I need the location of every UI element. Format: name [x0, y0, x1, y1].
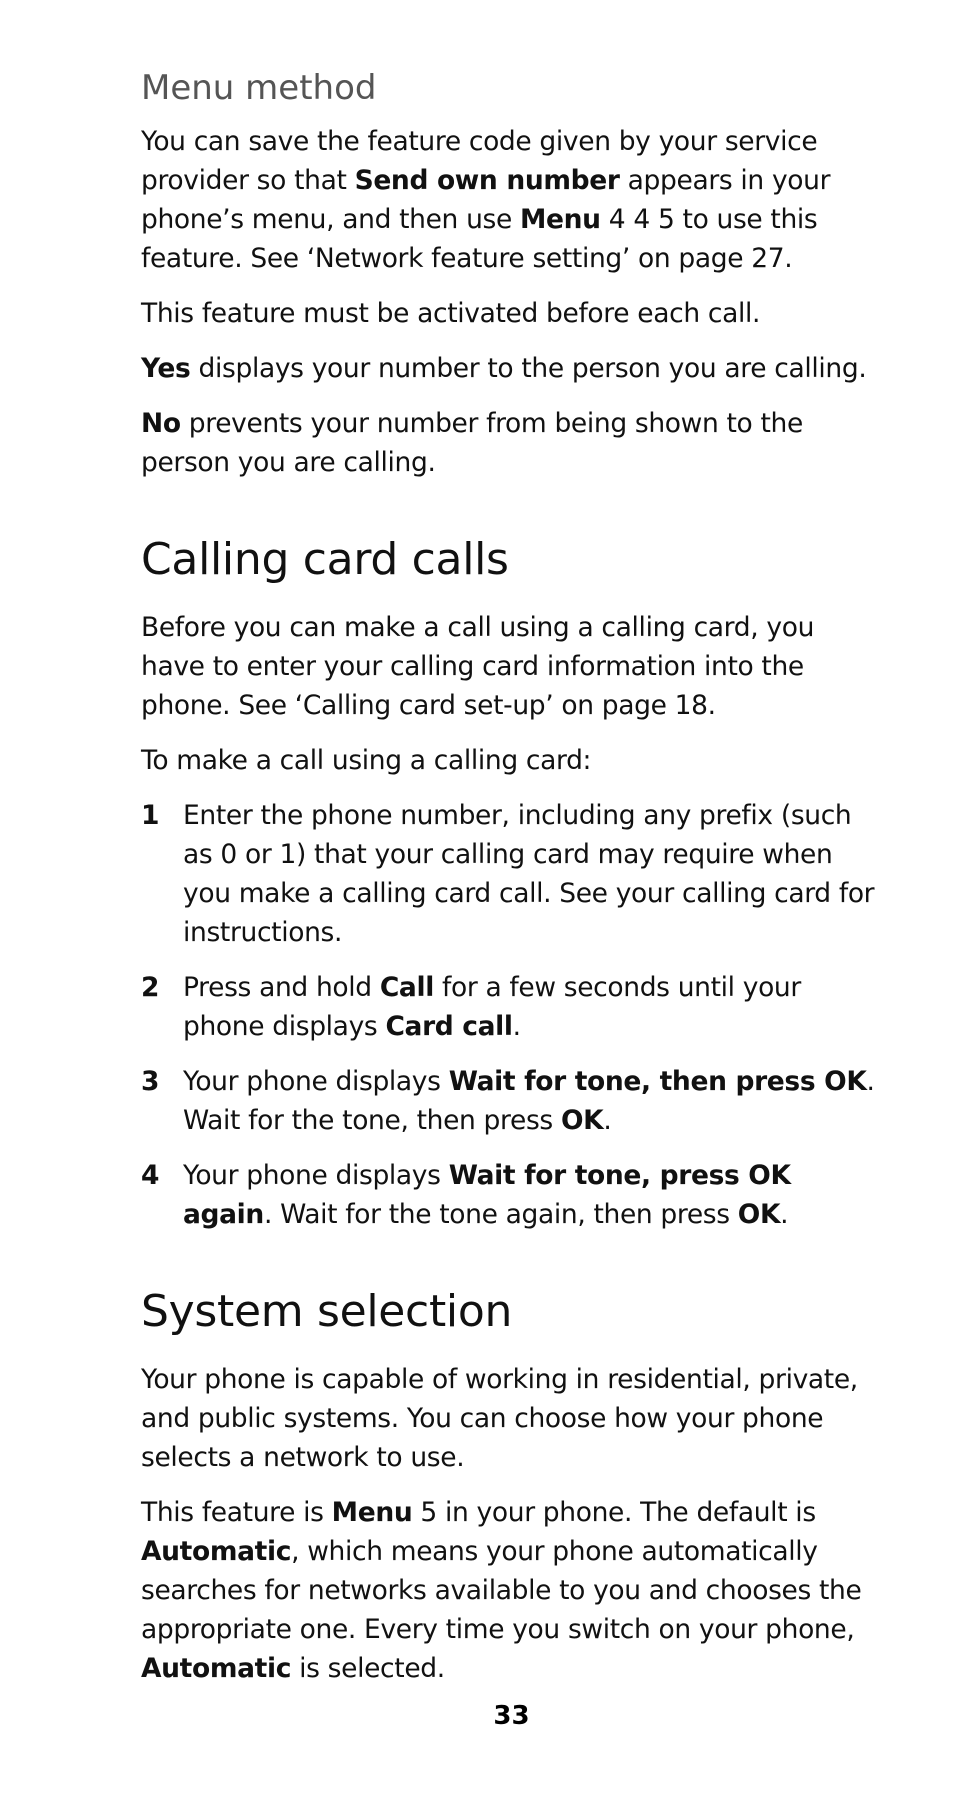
text-span: . Wait for the tone, then press: [183, 1066, 875, 1136]
menu-label: Menu: [331, 1497, 413, 1528]
wait-for-tone-again-label: Wait for tone, press OK again: [183, 1160, 791, 1230]
system-selection-paragraph-1: Your phone is capable of working in residential, private, and public systems. You can choose how your phone selects a network to use.: [141, 1364, 858, 1473]
text-span: Enter the phone number, including any prefix (such as 0 or 1) that your calling card may require when you make a calling card call. See your calling card for instructions.: [183, 800, 875, 948]
document-page: [141, 62, 881, 1704]
step-number: 2: [141, 972, 160, 1003]
text-span: 5 in your phone. The default is: [412, 1497, 816, 1528]
step-number: 1: [141, 800, 160, 831]
wait-for-tone-label: Wait for tone, then press OK: [448, 1066, 867, 1097]
text-span: appears in your phone’s menu, and then use: [141, 165, 831, 235]
text-span: Your phone displays: [183, 1066, 449, 1097]
automatic-label: Automatic: [141, 1653, 292, 1684]
step-text: [183, 1156, 881, 1234]
text-span: This feature is: [141, 1497, 332, 1528]
menu-label: Menu: [520, 204, 601, 235]
calling-card-paragraph-1: Before you can make a call using a calling card, you have to enter your calling card information into the phone. See ‘Calling card set-up’ on page 18.: [141, 612, 815, 721]
text-span: prevents your number from being shown to the person you are calling.: [141, 408, 803, 478]
list-item: [141, 796, 881, 952]
automatic-label: Automatic: [141, 1536, 292, 1567]
text-span: Press and hold: [183, 972, 380, 1003]
card-call-label: Card call: [385, 1011, 513, 1042]
menu-method-heading: Menu method: [141, 68, 377, 108]
step-text: [183, 1062, 881, 1140]
send-own-number-label: Send own number: [354, 165, 620, 196]
calling-card-steps: [141, 796, 881, 1234]
ok-label: OK: [560, 1105, 604, 1136]
text-span: .: [780, 1199, 789, 1230]
text-span: 4 4 5 to use this feature. See ‘Network feature setting’ on page 27.: [141, 204, 818, 274]
text-span: .: [603, 1105, 612, 1136]
list-item: [141, 968, 881, 1046]
menu-method-paragraph-1: [141, 122, 881, 278]
call-label: Call: [379, 972, 434, 1003]
text-span: for a few seconds until your phone displays: [183, 972, 801, 1042]
text-span: displays your number to the person you are calling.: [190, 353, 867, 384]
yes-label: Yes: [141, 353, 191, 384]
calling-card-heading: Calling card calls: [141, 534, 509, 585]
step-text: [183, 796, 881, 952]
list-item: [141, 1156, 881, 1234]
text-span: Your phone displays: [183, 1160, 449, 1191]
system-selection-heading: System selection: [141, 1286, 513, 1337]
text-span: You can save the feature code given by your service provider so that: [141, 126, 818, 196]
menu-method-paragraph-2: This feature must be activated before each call.: [141, 298, 761, 329]
no-option-paragraph: [141, 404, 881, 482]
ok-label: OK: [737, 1199, 781, 1230]
text-span: . Wait for the tone again, then press: [263, 1199, 738, 1230]
step-text: [183, 968, 881, 1046]
step-number: 4: [141, 1160, 160, 1191]
text-span: is selected.: [291, 1653, 445, 1684]
list-item: [141, 1062, 881, 1140]
text-span: , which means your phone automatically searches for networks available to you and chooses the appropriate one. Every time you switch on your phone,: [141, 1536, 862, 1645]
page-number: 33: [493, 1701, 530, 1731]
step-number: 3: [141, 1066, 160, 1097]
text-span: .: [512, 1011, 521, 1042]
no-label: No: [141, 408, 181, 439]
system-selection-paragraph-2: [141, 1493, 881, 1688]
yes-option-paragraph: [141, 349, 881, 388]
calling-card-paragraph-2: To make a call using a calling card:: [141, 745, 592, 776]
